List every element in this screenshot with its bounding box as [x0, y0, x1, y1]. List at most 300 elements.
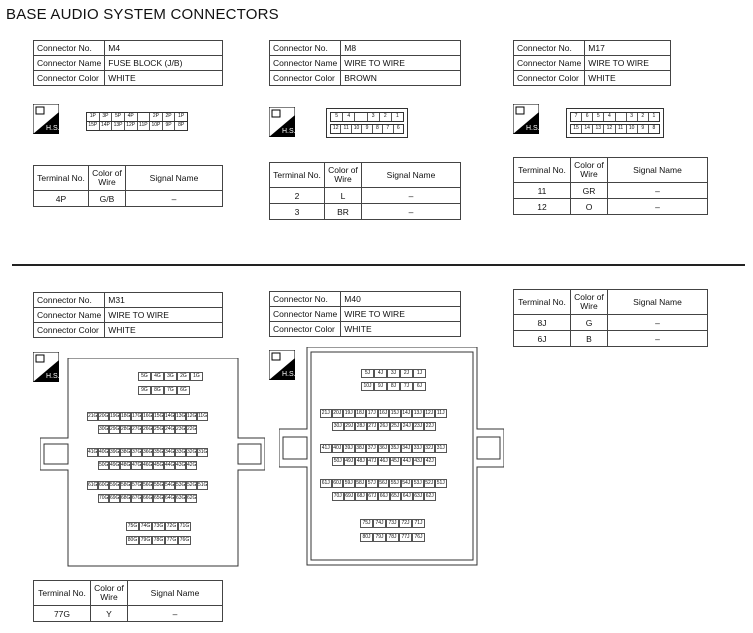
value-connector-no: M40: [341, 292, 461, 307]
header-wire-color: Color of Wire: [571, 290, 608, 315]
pin: 23J: [414, 423, 423, 429]
pin: 79J: [373, 533, 386, 542]
hs-icon: [269, 107, 295, 137]
terminal-table-m17: [513, 157, 708, 215]
value-connector-no: M8: [341, 41, 461, 56]
pin: 80J: [360, 533, 373, 542]
label-connector-no: Connector No.: [34, 41, 105, 56]
signal-name: –: [608, 199, 708, 215]
terminal-table-m31: [33, 580, 223, 622]
pin: 66G: [143, 495, 153, 501]
pin: 9G: [138, 386, 151, 395]
header-signal-name: Signal Name: [362, 163, 461, 188]
label-connector-name: Connector Name: [34, 308, 105, 323]
pin-row-m8-top: [330, 112, 404, 122]
pin: 28J: [356, 423, 365, 429]
pin: 35G: [154, 449, 164, 455]
pin: 67J: [368, 493, 377, 499]
pin: 11J: [436, 410, 445, 416]
pin: 49G: [110, 462, 120, 468]
hs-icon: [33, 104, 59, 134]
pin: 56G: [143, 482, 153, 488]
pin: 6J: [413, 382, 426, 391]
pin: 7: [383, 125, 393, 133]
pin: 58J: [356, 480, 365, 486]
wire-color: L: [325, 188, 362, 204]
wire-color: BR: [325, 204, 362, 220]
pin: 44J: [402, 458, 411, 464]
pin: 45J: [391, 458, 400, 464]
pin: 26J: [379, 423, 388, 429]
pin: 64G: [165, 495, 175, 501]
pin: 27G: [132, 426, 142, 432]
terminal-no: 3: [270, 204, 325, 220]
header-terminal-no: Terminal No.: [514, 158, 571, 183]
pin: 75J: [360, 519, 373, 528]
pin: 31J: [436, 445, 445, 451]
pin: 1P: [87, 113, 100, 121]
pin: 71G: [179, 523, 190, 529]
hs-icon: [513, 104, 539, 134]
pin: 33J: [413, 445, 422, 451]
signal-name: –: [608, 315, 708, 331]
pin: 43G: [176, 462, 186, 468]
pin: 17J: [367, 410, 376, 416]
pin: 45G: [154, 462, 164, 468]
pin: 32J: [425, 445, 434, 451]
header-signal-name: Signal Name: [608, 158, 708, 183]
pin: 61J: [321, 480, 330, 486]
header-wire-color: Color of Wire: [89, 166, 126, 191]
pin: 78J: [386, 533, 399, 542]
pin: 24G: [165, 426, 175, 432]
pin: 3: [368, 113, 380, 121]
pin: 31G: [198, 449, 208, 455]
pin: 55G: [154, 482, 164, 488]
pin: 70J: [333, 493, 342, 499]
pin: 26G: [143, 426, 153, 432]
terminal-no: 77G: [34, 606, 91, 622]
value-connector-no: M4: [105, 41, 223, 56]
table-row: [34, 606, 223, 622]
svg-text:H.S.: H.S.: [282, 128, 295, 135]
pin: 47J: [368, 458, 377, 464]
pin: 38J: [356, 445, 365, 451]
pin: 5J: [361, 369, 374, 378]
pin: 6: [582, 113, 593, 121]
pin: 9: [638, 125, 649, 133]
pin: 14: [582, 125, 593, 133]
pin: 20J: [333, 410, 342, 416]
label-connector-color: Connector Color: [34, 71, 105, 86]
terminal-no: 8J: [514, 315, 571, 331]
wire-color: G: [571, 315, 608, 331]
label-connector-no: Connector No.: [34, 293, 105, 308]
pin: 39J: [344, 445, 353, 451]
pin: 28G: [121, 426, 131, 432]
pin: 11G: [198, 413, 208, 419]
pin: 73G: [153, 523, 164, 529]
pin: 1J: [413, 369, 426, 378]
pin: 1: [652, 113, 656, 119]
value-connector-color: WHITE: [585, 71, 671, 86]
pin: 79G: [140, 537, 151, 543]
pin: 9P: [163, 122, 176, 130]
pin: 2: [380, 113, 392, 121]
section-divider: [12, 264, 745, 266]
signal-name: –: [362, 204, 461, 220]
label-connector-color: Connector Color: [34, 323, 105, 338]
table-row: [270, 204, 461, 220]
pin: 65G: [154, 495, 164, 501]
header-terminal-no: Terminal No.: [34, 166, 89, 191]
pin: 2P: [150, 113, 163, 121]
pin: 5: [331, 113, 343, 121]
value-connector-no: M31: [105, 293, 223, 308]
wire-color: G/B: [89, 191, 126, 207]
pin: 42J: [425, 458, 434, 464]
pin: 5G: [138, 372, 151, 381]
pin: 40G: [99, 449, 109, 455]
pin: 13J: [413, 410, 422, 416]
pin: 29G: [110, 426, 120, 432]
pin: 63J: [414, 493, 423, 499]
pin: 3P: [100, 113, 113, 121]
pin: 5P: [112, 113, 125, 121]
pin: 4G: [151, 372, 164, 381]
pin: 7: [571, 113, 582, 121]
pin: 41G: [88, 449, 98, 455]
pin: 19J: [344, 410, 353, 416]
pin: 3: [627, 113, 638, 121]
pin: 51J: [436, 480, 445, 486]
value-connector-name: WIRE TO WIRE: [341, 307, 461, 322]
pin: 57J: [367, 480, 376, 486]
terminal-no: 6J: [514, 331, 571, 347]
pin: 15P: [87, 122, 100, 130]
label-connector-name: Connector Name: [34, 56, 105, 71]
pin: 1: [396, 113, 399, 119]
pin: 4J: [374, 369, 387, 378]
pin: 18J: [356, 410, 365, 416]
value-connector-no: M17: [585, 41, 671, 56]
pin: 8G: [151, 386, 164, 395]
pin: 36G: [143, 449, 153, 455]
header-wire-color: Color of Wire: [571, 158, 608, 183]
pin: 21J: [321, 410, 330, 416]
terminal-table-m4: [33, 165, 223, 207]
pin: 7G: [164, 386, 177, 395]
pin: 80G: [127, 537, 138, 543]
pin: 74J: [373, 519, 386, 528]
signal-name: –: [126, 191, 223, 207]
pin: 48G: [121, 462, 131, 468]
pin: 33G: [176, 449, 186, 455]
pin: 44G: [165, 462, 175, 468]
header-signal-name: Signal Name: [608, 290, 708, 315]
terminal-no: 4P: [34, 191, 89, 207]
pin: 21G: [88, 413, 98, 419]
pin: 18G: [121, 413, 131, 419]
pin: 59G: [110, 482, 120, 488]
page-title: BASE AUDIO SYSTEM CONNECTORS: [6, 6, 279, 23]
pin: 14J: [402, 410, 411, 416]
connector-info-m17: [513, 40, 671, 86]
pin: 51G: [198, 482, 208, 488]
header-terminal-no: Terminal No.: [34, 581, 91, 606]
label-connector-name: Connector Name: [514, 56, 585, 71]
pin-row-m4-bottom: [86, 121, 188, 131]
terminal-no: 12: [514, 199, 571, 215]
pin: 73J: [386, 519, 399, 528]
pin: 11P: [138, 122, 151, 130]
signal-name: –: [362, 188, 461, 204]
header-terminal-no: Terminal No.: [514, 290, 571, 315]
pin: 13: [593, 125, 604, 133]
pin-row-m17-bottom: [570, 124, 660, 134]
pin: 61G: [88, 482, 98, 488]
pin: 54J: [402, 480, 411, 486]
pin: 40J: [333, 445, 342, 451]
pin: 57G: [132, 482, 142, 488]
table-row: [270, 188, 461, 204]
value-connector-color: WHITE: [105, 323, 223, 338]
pin: 76G: [179, 537, 190, 543]
header-wire-color: Color of Wire: [91, 581, 128, 606]
pin: 12: [331, 125, 341, 133]
header-wire-color: Color of Wire: [325, 163, 362, 188]
pin: 1G: [190, 372, 203, 381]
value-connector-name: WIRE TO WIRE: [341, 56, 461, 71]
pin: 49J: [345, 458, 354, 464]
value-connector-color: WHITE: [341, 322, 461, 337]
label-connector-no: Connector No.: [514, 41, 585, 56]
pin: 15J: [390, 410, 399, 416]
table-row: [514, 199, 708, 215]
pin: 52J: [425, 480, 434, 486]
pin: 19G: [110, 413, 120, 419]
pin: 30J: [333, 423, 342, 429]
pin: 8: [652, 125, 656, 131]
pin: 75G: [127, 523, 138, 529]
pin: 72J: [399, 519, 412, 528]
pin: 9J: [374, 382, 387, 391]
value-connector-name: FUSE BLOCK (J/B): [105, 56, 223, 71]
pin: 35J: [390, 445, 399, 451]
wire-color: Y: [91, 606, 128, 622]
pin: 60J: [333, 480, 342, 486]
label-connector-no: Connector No.: [270, 41, 341, 56]
pin: 41J: [321, 445, 330, 451]
table-row: [34, 191, 223, 207]
pin: 17G: [132, 413, 142, 419]
pin: 6G: [177, 386, 190, 395]
pin: 15G: [154, 413, 164, 419]
pin: 71J: [412, 519, 425, 528]
pin: 16J: [379, 410, 388, 416]
signal-name: –: [128, 606, 223, 622]
pin: 53G: [176, 482, 186, 488]
pin: [138, 113, 151, 121]
pin: 10: [627, 125, 638, 133]
pin: 23G: [176, 426, 186, 432]
pin: 46G: [143, 462, 153, 468]
table-row: [514, 183, 708, 199]
pin: 69G: [110, 495, 120, 501]
pin: 38G: [121, 449, 131, 455]
pin: 62J: [425, 493, 434, 499]
signal-name: –: [608, 331, 708, 347]
value-connector-color: WHITE: [105, 71, 223, 86]
svg-text:H.S.: H.S.: [282, 371, 295, 378]
pin: 2P: [163, 113, 176, 121]
pin: 55J: [390, 480, 399, 486]
pin: 10: [352, 125, 362, 133]
pin: 8J: [387, 382, 400, 391]
pin: 46J: [379, 458, 388, 464]
pin: 66J: [379, 493, 388, 499]
connector-info-m40: [269, 291, 461, 337]
pin: 34J: [402, 445, 411, 451]
label-connector-no: Connector No.: [270, 292, 341, 307]
terminal-no: 2: [270, 188, 325, 204]
pin: 67G: [132, 495, 142, 501]
terminal-no: 11: [514, 183, 571, 199]
pin: 30G: [99, 426, 109, 432]
pin: 13G: [176, 413, 186, 419]
pin: 8: [373, 125, 383, 133]
pin: 68J: [356, 493, 365, 499]
pin: 2J: [400, 369, 413, 378]
pin: 72G: [166, 523, 177, 529]
pin: 5: [593, 113, 604, 121]
pin: 29J: [345, 423, 354, 429]
pin: 43J: [414, 458, 423, 464]
pin: 4: [343, 113, 355, 121]
pin: 1P: [178, 113, 185, 119]
pin: 25J: [391, 423, 400, 429]
pin: 65J: [391, 493, 400, 499]
label-connector-name: Connector Name: [270, 56, 341, 71]
pin: 63G: [176, 495, 186, 501]
pin: 53J: [413, 480, 422, 486]
svg-text:H.S.: H.S.: [526, 125, 539, 132]
pin: 58G: [121, 482, 131, 488]
pin: 2G: [177, 372, 190, 381]
pin: 10P: [150, 122, 163, 130]
pin: 14P: [100, 122, 113, 130]
pin: 11: [616, 125, 627, 133]
pin: 47G: [132, 462, 142, 468]
label-connector-color: Connector Color: [270, 322, 341, 337]
wire-color: B: [571, 331, 608, 347]
pin: 14G: [165, 413, 175, 419]
pin: 12J: [425, 410, 434, 416]
pin: 3J: [387, 369, 400, 378]
pin: 7J: [400, 382, 413, 391]
pin: 76J: [412, 533, 425, 542]
pin: 37J: [367, 445, 376, 451]
pin: [616, 113, 627, 121]
pin: 50G: [99, 462, 109, 468]
pin: 68G: [121, 495, 131, 501]
pin: 15: [571, 125, 582, 133]
connector-info-m4: [33, 40, 223, 86]
pin: 36J: [379, 445, 388, 451]
signal-name: –: [608, 183, 708, 199]
value-connector-name: WIRE TO WIRE: [585, 56, 671, 71]
pin: 12P: [125, 122, 138, 130]
pin: 69J: [345, 493, 354, 499]
pin: 70G: [99, 495, 109, 501]
pin: 9: [362, 125, 372, 133]
pin: 42G: [187, 462, 197, 468]
pin: 56J: [379, 480, 388, 486]
pin: 32G: [187, 449, 197, 455]
terminal-table-m8: [269, 162, 461, 220]
pin: 77G: [166, 537, 177, 543]
pin: 11: [341, 125, 351, 133]
pin: 4: [604, 113, 615, 121]
pin: 64J: [402, 493, 411, 499]
value-connector-color: BROWN: [341, 71, 461, 86]
pin: 39G: [110, 449, 120, 455]
terminal-table-m40: [513, 289, 708, 347]
pin: 62G: [187, 495, 197, 501]
pin: 52G: [187, 482, 197, 488]
table-row: [514, 331, 708, 347]
pin: 3G: [164, 372, 177, 381]
wire-color: GR: [571, 183, 608, 199]
pin: 13P: [112, 122, 125, 130]
pin: 20G: [99, 413, 109, 419]
pin: 77J: [399, 533, 412, 542]
pin: 74G: [140, 523, 151, 529]
pin: 2: [638, 113, 649, 121]
header-signal-name: Signal Name: [126, 166, 223, 191]
pin: 22G: [187, 426, 197, 432]
label-connector-color: Connector Color: [270, 71, 341, 86]
pin: 16G: [143, 413, 153, 419]
pin: 4P: [125, 113, 138, 121]
value-connector-name: WIRE TO WIRE: [105, 308, 223, 323]
pin: 34G: [165, 449, 175, 455]
pin: 24J: [402, 423, 411, 429]
header-signal-name: Signal Name: [128, 581, 223, 606]
pin: [355, 113, 367, 121]
label-connector-name: Connector Name: [270, 307, 341, 322]
pin: 59J: [344, 480, 353, 486]
pin: 8P: [178, 122, 185, 128]
connector-info-m8: [269, 40, 461, 86]
pin-row-m8-bottom: [330, 124, 404, 134]
pin: 10J: [361, 382, 374, 391]
table-row: [514, 315, 708, 331]
label-connector-color: Connector Color: [514, 71, 585, 86]
pin-row-m17-top: [570, 112, 660, 122]
pin: 12G: [187, 413, 197, 419]
pin: 37G: [132, 449, 142, 455]
wire-color: O: [571, 199, 608, 215]
pin: 6: [396, 125, 400, 131]
svg-text:H.S.: H.S.: [46, 125, 59, 132]
pin: 78G: [153, 537, 164, 543]
svg-text:H.S.: H.S.: [46, 373, 59, 380]
pin: 60G: [99, 482, 109, 488]
pin: 54G: [165, 482, 175, 488]
pin: 22J: [425, 423, 434, 429]
pin: 25G: [154, 426, 164, 432]
